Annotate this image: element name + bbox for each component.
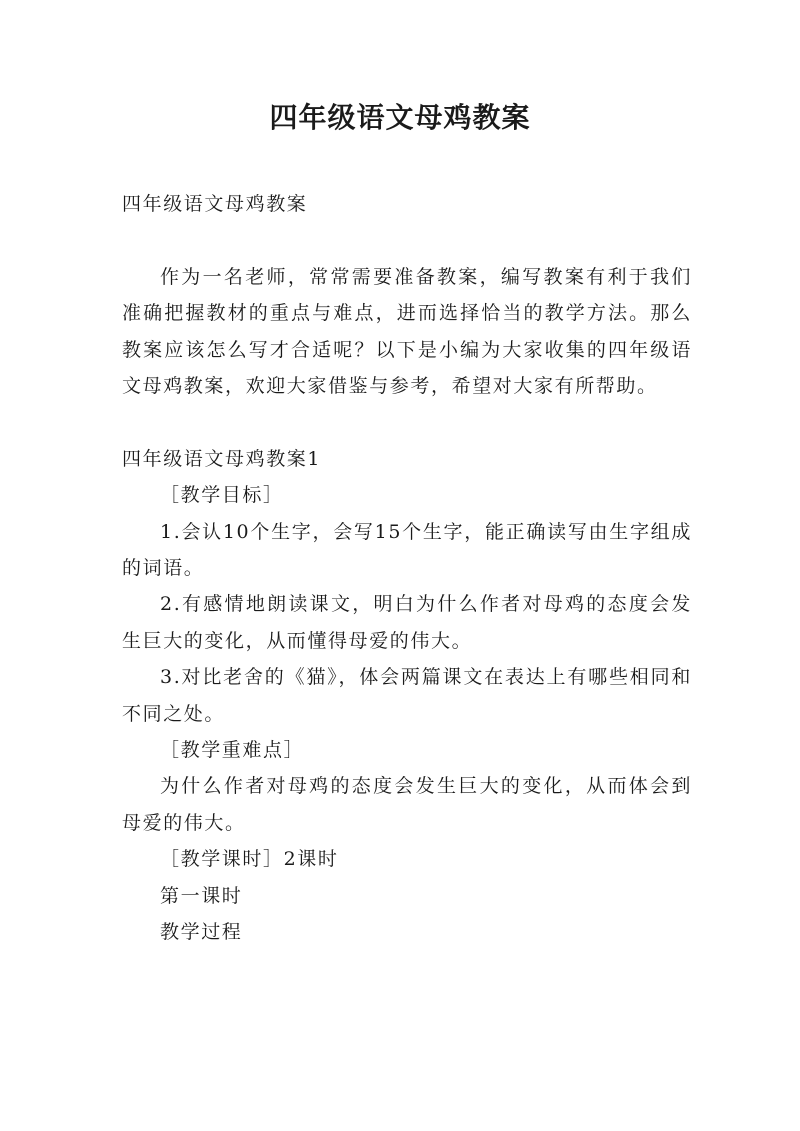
subtitle-paragraph: 四年级语文母鸡教案 bbox=[122, 193, 308, 215]
goals-heading: ［教学目标］ bbox=[160, 484, 284, 507]
class-hours-line: ［教学课时］2课时 bbox=[160, 848, 339, 871]
key-points-text: 为什么作者对母鸡的态度会发生巨大的变化，从而体会到母爱的伟大。 bbox=[122, 775, 692, 834]
goal-item-2: 2.有感情地朗读课文，明白为什么作者对母鸡的态度会发生巨大的变化，从而懂得母爱的伟大。 bbox=[122, 593, 692, 652]
teaching-process-heading: 教学过程 bbox=[160, 921, 243, 944]
key-points-heading: ［教学重难点］ bbox=[160, 739, 305, 762]
document-body bbox=[122, 186, 692, 951]
page-title: 四年级语文母鸡教案 bbox=[269, 101, 531, 134]
first-lesson-heading: 第一课时 bbox=[160, 884, 243, 907]
section-heading: 四年级语文母鸡教案1 bbox=[122, 447, 322, 470]
intro-paragraph: 作为一名老师，常常需要准备教案，编写教案有利于我们准确把握教材的重点与难点，进而选择恰当的教学方法。那么教案应该怎么写才合适呢？以下是小编为大家收集的四年级语文母鸡教案，欢迎大家借鉴与参考，希望对大家有所帮助。 bbox=[122, 265, 692, 398]
spacer bbox=[122, 404, 692, 440]
spacer bbox=[122, 222, 692, 258]
goal-item-3: 3.对比老舍的《猫》，体会两篇课文在表达上有哪些相同和不同之处。 bbox=[122, 666, 692, 725]
goal-item-1: 1.会认10个生字，会写15个生字，能正确读写由生字组成的词语。 bbox=[122, 520, 692, 580]
